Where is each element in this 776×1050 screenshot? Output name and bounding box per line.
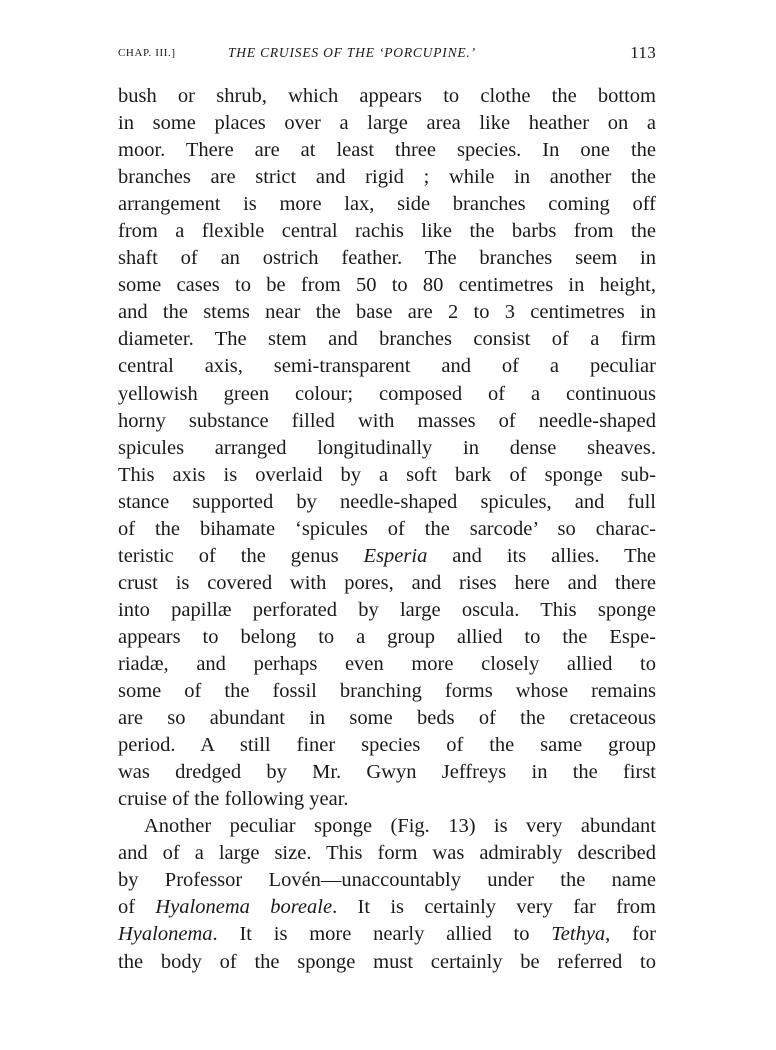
text-line: Another peculiar sponge (Fig. 13) is very abundant — [144, 815, 656, 838]
text-line: shaft of an ostrich feather. The branches seem in — [118, 247, 656, 270]
text-line: was dredged by Mr. Gwyn Jeffreys in the first — [118, 761, 656, 784]
text-line: period. A still finer species of the same group — [118, 734, 656, 757]
italic-genus-name: Esperia — [363, 544, 428, 567]
text-run: , for — [605, 923, 656, 946]
text-line: yellowish green colour; composed of a continuous — [118, 382, 656, 405]
text-line-with-italic — [118, 894, 656, 921]
text-line: and of a large size. This form was admirably described — [118, 842, 656, 865]
page-number: 113 — [630, 43, 656, 62]
text-line: arrangement is more lax, side branches coming off — [118, 193, 656, 216]
text-line: the body of the sponge must certainly be referred to — [118, 950, 656, 973]
text-line: branches are strict and rigid ; while in another the — [118, 166, 656, 189]
text-line: into papillæ perforated by large oscula. This sponge — [118, 598, 656, 621]
text-line: in some places over a large area like heather on a — [118, 112, 656, 135]
paragraph-2 — [118, 813, 656, 975]
text-run: teristic of the genus — [118, 544, 364, 567]
text-line: horny substance filled with masses of needle-shaped — [118, 409, 656, 432]
chapter-label: CHAP. III.] — [118, 47, 176, 59]
text-run: of — [118, 896, 156, 919]
text-line: central axis, semi-transparent and of a peculiar — [118, 355, 656, 378]
text-line-with-italic — [118, 543, 656, 570]
text-line: This axis is overlaid by a soft bark of sponge sub- — [118, 463, 656, 486]
text-line: diameter. The stem and branches consist of a firm — [118, 328, 656, 351]
text-line: stance supported by needle-shaped spicules, and full — [118, 490, 656, 513]
text-line: appears to belong to a group allied to the Espe- — [118, 625, 656, 648]
italic-species-name: Hyalonema boreale — [155, 896, 333, 919]
italic-genus-name: Tethya — [551, 923, 606, 946]
text-line: riadæ, and perhaps even more closely allied to — [118, 652, 656, 675]
text-line: some of the fossil branching forms whose remains — [118, 680, 656, 703]
text-run: . It is certainly very far from — [332, 896, 656, 919]
running-head — [118, 38, 656, 68]
book-page — [118, 38, 656, 976]
text-line: are so abundant in some beds of the cretaceous — [118, 707, 656, 730]
paragraph-1 — [118, 83, 656, 813]
text-line: bush or shrub, which appears to clothe the bottom — [118, 85, 656, 107]
text-run: . It is more nearly allied to — [212, 923, 552, 946]
italic-genus-name: Hyalonema — [118, 923, 213, 946]
body-text — [118, 83, 656, 976]
text-line: moor. There are at least three species. In one the — [118, 139, 656, 162]
text-line: spicules arranged longitudinally in dense sheaves. — [118, 436, 656, 459]
text-line: from a flexible central rachis like the barbs from the — [118, 220, 656, 243]
text-line: crust is covered with pores, and rises here and there — [118, 571, 656, 594]
text-line: some cases to be from 50 to 80 centimetres in height, — [118, 274, 656, 297]
text-run: and its allies. The — [427, 544, 656, 567]
text-line: cruise of the following year. — [118, 788, 349, 811]
text-line: of the bihamate ‘spicules of the sarcode’ so charac- — [118, 517, 656, 540]
text-line: and the stems near the base are 2 to 3 centimetres in — [118, 301, 656, 324]
text-line-with-italic — [118, 921, 656, 948]
text-line: by Professor Lovén—unaccountably under the name — [118, 869, 656, 892]
running-title: THE CRUISES OF THE ‘PORCUPINE.’ — [228, 45, 476, 60]
